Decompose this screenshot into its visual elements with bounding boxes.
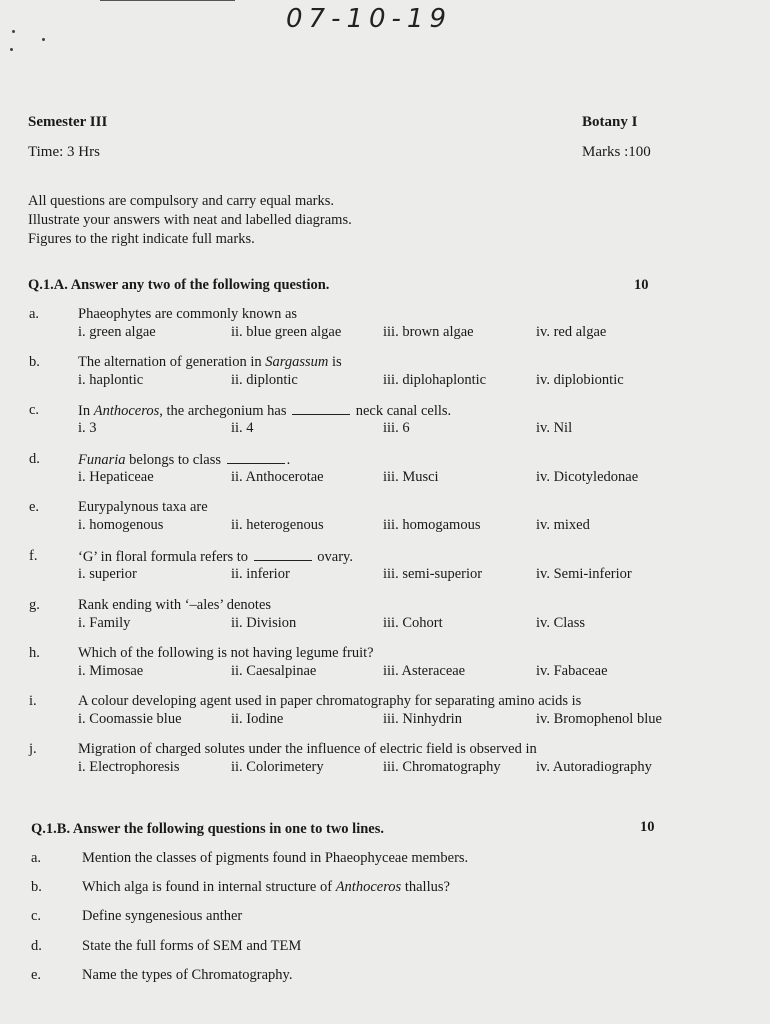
- option: ii. Colorimetery: [231, 759, 324, 775]
- option: i. superior: [78, 566, 137, 582]
- stem-text: Funaria belongs to class: [78, 452, 221, 468]
- option: ii. inferior: [231, 566, 290, 582]
- option: iii. brown algae: [383, 324, 474, 340]
- item-stem: A colour developing agent used in paper chromatography for separating amino acids is: [78, 693, 582, 709]
- option: i. homogenous: [78, 517, 164, 533]
- fill-blank: [227, 451, 285, 464]
- instruction-line: Figures to the right indicate full marks.: [28, 231, 255, 247]
- option: iii. Chromatography: [383, 759, 501, 775]
- item-stem: [78, 402, 451, 420]
- option: iii. 6: [383, 420, 410, 436]
- option: ii. Anthocerotae: [231, 469, 324, 485]
- item-letter: d.: [31, 938, 42, 954]
- option: iv. red algae: [536, 324, 607, 340]
- item-letter: f.: [29, 548, 38, 564]
- q1a-marks: 10: [634, 277, 649, 293]
- option: ii. heterogenous: [231, 517, 324, 533]
- option: i. haplontic: [78, 372, 144, 388]
- item-letter: b.: [31, 879, 42, 895]
- time-label: Time: 3 Hrs: [28, 144, 100, 160]
- item-letter: c.: [31, 908, 42, 924]
- option: iii. diplohaplontic: [383, 372, 487, 388]
- item-text: State the full forms of SEM and TEM: [82, 938, 302, 954]
- item-text: Which alga is found in internal structure of Anthoceros thallus?: [82, 879, 450, 895]
- option: ii. Caesalpinae: [231, 663, 317, 679]
- instruction-line: All questions are compulsory and carry equal marks.: [28, 193, 335, 209]
- item-stem: Rank ending with ‘–ales’ denotes: [78, 597, 272, 613]
- subject-label: Botany I: [582, 114, 638, 130]
- item-stem: [78, 451, 290, 469]
- option: ii. blue green algae: [231, 324, 342, 340]
- item-letter: b.: [29, 354, 40, 370]
- option: iii. semi-superior: [383, 566, 483, 582]
- marks-label: Marks :100: [582, 144, 651, 160]
- item-letter: d.: [29, 451, 40, 467]
- option: iii. Asteraceae: [383, 663, 466, 679]
- item-letter: h.: [29, 645, 40, 661]
- option: i. Family: [78, 615, 131, 631]
- option: iv. mixed: [536, 517, 590, 533]
- option: i. Coomassie blue: [78, 711, 182, 727]
- q1b-heading: Q.1.B. Answer the following questions in one to two lines.: [31, 821, 385, 837]
- fill-blank: [254, 548, 312, 561]
- item-letter: c.: [29, 402, 40, 418]
- speck: [10, 48, 13, 51]
- speck: [42, 38, 45, 41]
- option: iv. Nil: [536, 420, 573, 436]
- item-stem: Eurypalynous taxa are: [78, 499, 208, 515]
- item-stem: [78, 548, 353, 566]
- item-stem: Which of the following is not having legume fruit?: [78, 645, 374, 661]
- stem-text: ovary.: [317, 549, 353, 565]
- item-letter: a.: [31, 850, 42, 866]
- option: i. Hepaticeae: [78, 469, 154, 485]
- speck: [12, 30, 15, 33]
- option: iii. homogamous: [383, 517, 481, 533]
- option: iv. Bromophenol blue: [536, 711, 662, 727]
- stem-text: ‘G’ in floral formula refers to: [78, 549, 249, 565]
- item-letter: j.: [29, 741, 37, 757]
- handwritten-date: 07-10-19: [286, 4, 453, 34]
- option: iv. Semi-inferior: [536, 566, 632, 582]
- stem-text: In Anthoceros, the archegonium has: [78, 403, 287, 419]
- stem-text: neck canal cells.: [355, 403, 452, 419]
- option: ii. Division: [231, 615, 297, 631]
- item-stem: Phaeophytes are commonly known as: [78, 306, 298, 322]
- item-letter: i.: [29, 693, 37, 709]
- option: iv. Autoradiography: [536, 759, 652, 775]
- option: i. Mimosae: [78, 663, 144, 679]
- option: i. Electrophoresis: [78, 759, 180, 775]
- instruction-line: Illustrate your answers with neat and labelled diagrams.: [28, 212, 352, 228]
- item-letter: a.: [29, 306, 40, 322]
- instructions: [28, 192, 352, 249]
- stem-text: .: [286, 452, 291, 468]
- option: ii. Iodine: [231, 711, 284, 727]
- semester-label: Semester III: [28, 114, 108, 130]
- item-letter: g.: [29, 597, 40, 613]
- item-stem: Migration of charged solutes under the influence of electric field is observed in: [78, 741, 537, 757]
- item-stem: The alternation of generation in Sargassum is: [78, 354, 342, 370]
- fill-blank: [292, 402, 350, 415]
- option: iv. diplobiontic: [536, 372, 624, 388]
- option: ii. diplontic: [231, 372, 298, 388]
- q1a-heading: Q.1.A. Answer any two of the following question.: [28, 277, 330, 293]
- option: ii. 4: [231, 420, 254, 436]
- item-text: Define syngenesious anther: [82, 908, 243, 924]
- item-letter: e.: [31, 967, 42, 983]
- option: i. green algae: [78, 324, 156, 340]
- item-text: Mention the classes of pigments found in Phaeophyceae members.: [82, 850, 469, 866]
- option: iv. Fabaceae: [536, 663, 608, 679]
- item-letter: e.: [29, 499, 40, 515]
- option: iii. Cohort: [383, 615, 443, 631]
- item-text: Name the types of Chromatography.: [82, 967, 293, 983]
- option: i. 3: [78, 420, 97, 436]
- top-rule: [100, 0, 235, 1]
- option: iv. Dicotyledonae: [536, 469, 639, 485]
- option: iii. Ninhydrin: [383, 711, 462, 727]
- q1b-marks: 10: [640, 819, 655, 835]
- option: iii. Musci: [383, 469, 439, 485]
- option: iv. Class: [536, 615, 586, 631]
